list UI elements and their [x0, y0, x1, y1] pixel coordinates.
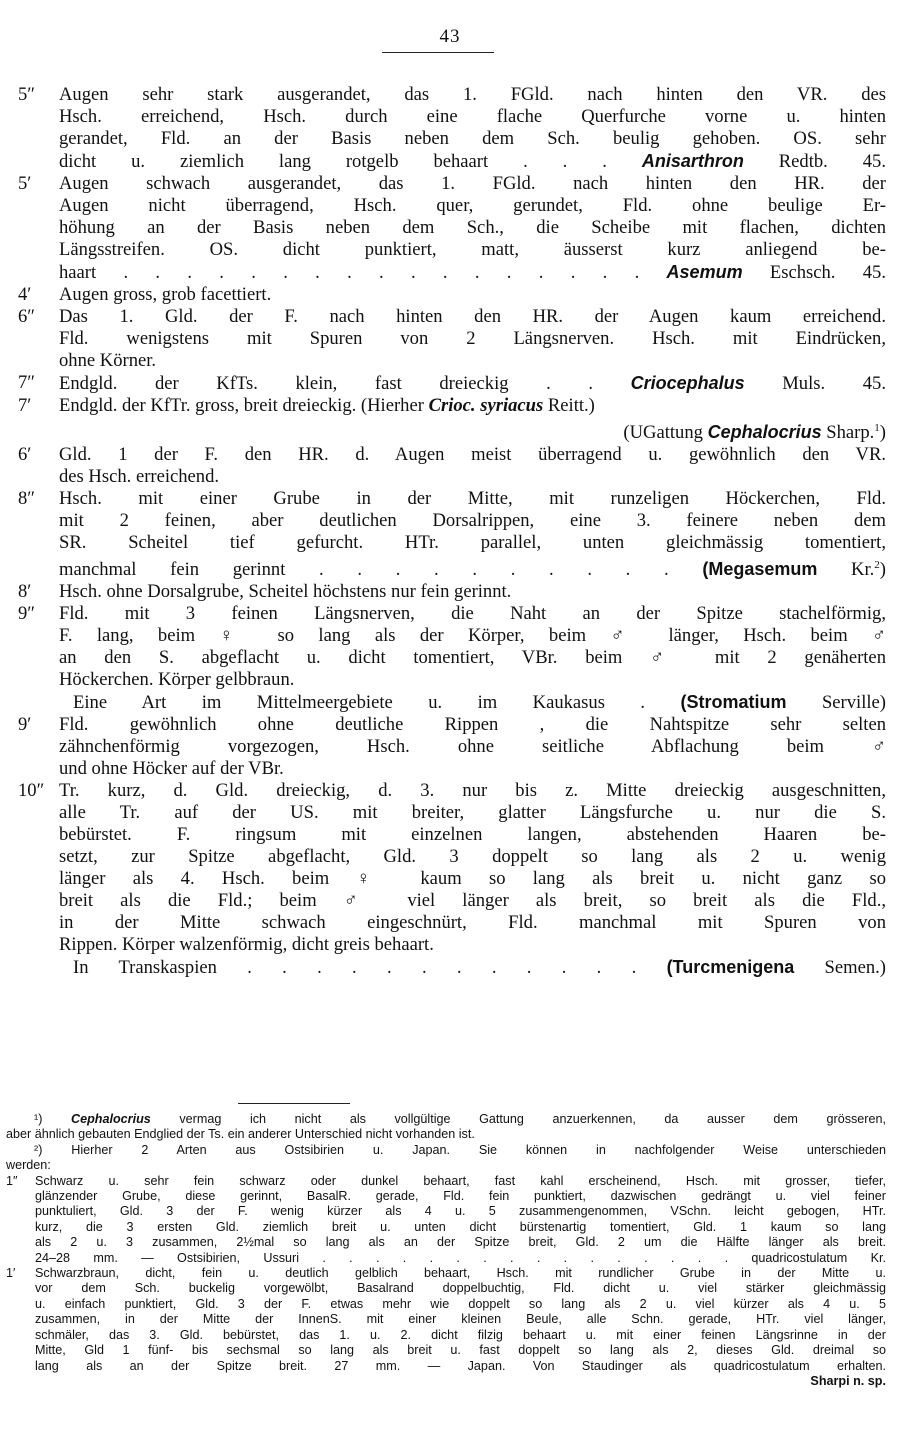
- footnote-line: lang als an der Spitze breit. 27 mm. — Japan. Von Staudinger als quadricostulatum erhalten.: [35, 1358, 886, 1373]
- text-line: gerandet, Fld. an der Basis neben dem Sch. beulig gehoben. OS. sehr: [59, 128, 886, 149]
- text-line: höhung an der Basis neben dem Sch., die Scheibe mit flachen, dichten: [59, 217, 886, 238]
- text-line: Rippen. Körper walzenförmig, dicht greis behaart.: [59, 934, 434, 955]
- footnote-line: als 2 u. 3 zusammen, 2½mal so lang als an der Spitze breit, Gld. 2 um die Hälfte länger als breit.: [35, 1235, 886, 1250]
- text-line: [59, 261, 886, 284]
- footnote-line: Schwarz u. sehr fein schwarz oder dunkel behaart, fast kahl erscheinend, Hsch. mit grosser, tiefer,: [35, 1173, 886, 1188]
- text-line: [59, 417, 886, 444]
- genus-name: Anisarthron: [641, 151, 744, 171]
- footnote-line: [6, 1112, 886, 1127]
- couplet-number: 10″: [18, 780, 45, 801]
- couplet-number: 5″: [18, 84, 36, 105]
- text-line: Fld. gewöhnlich ohne deutliche Rippen , die Nahtspitze sehr selten: [59, 714, 886, 735]
- footnote-line: u. einfach punktiert, Gld. 3 der F. etwas mehr wie doppelt so lang als 2 u. viel kürzer als 4 u. 5: [35, 1296, 886, 1311]
- author: Serville): [786, 692, 886, 713]
- footnote-line: Mitte, Gld 1 fünf- bis sechsmal so lang als breit u. fast doppelt so lang als 2, dieses Gld. dreimal so: [35, 1343, 886, 1358]
- text-line: Längsstreifen. OS. dicht punktiert, matt, äusserst kurz anliegend be-: [59, 239, 886, 260]
- couplet-number: 5′: [18, 173, 32, 194]
- couplet-number: 4′: [18, 284, 32, 305]
- genus-name: Cephalocrius: [70, 1112, 151, 1126]
- text-line: [59, 150, 886, 173]
- couplet-number: 8″: [18, 488, 36, 509]
- author: Eschsch. 45.: [742, 262, 886, 283]
- genus-name: Asemum: [666, 262, 743, 282]
- footnote-key-1a: [6, 1174, 886, 1266]
- key-text: [18, 84, 886, 979]
- text-line: Fld. wenigstens mit Spuren von 2 Längsnerven. Hsch. mit Eindrücken,: [59, 328, 886, 349]
- text-line: Hsch. mit einer Grube in der Mitte, mit runzeligen Höckerchen, Fld.: [59, 488, 886, 509]
- text-run: (UGattung: [623, 422, 708, 443]
- footnote-line: schmäler, das 3. Gld. bebürstet, das 1. u. 2. dicht filzig behaart u. mit einer feinen Längsrinne in der: [35, 1327, 886, 1342]
- text-line: Hsch. ohne Dorsalgrube, Scheitel höchstens nur fein gerinnt.: [59, 581, 512, 602]
- text-line: SR. Scheitel tief gefurcht. HTr. parallel, unten gleichmässig tomentiert,: [59, 532, 886, 553]
- footnote-1: [6, 1112, 886, 1143]
- text-run: Endgld. der KfTs. klein, fast dreieckig . .: [59, 373, 631, 394]
- text-line: breit als die Fld.; beim ♂ viel länger als breit, so breit als die Fld.,: [59, 890, 886, 911]
- couplet-4b: [18, 284, 886, 306]
- couplet-10a: [18, 780, 886, 979]
- author: Redtb. 45.: [743, 151, 887, 172]
- couplet-6b: [18, 444, 886, 488]
- couplet-6a: [18, 306, 886, 372]
- text-line: mit 2 feinen, aber deutlichen Dorsalrippen, eine 3. feinere neben dem: [59, 510, 886, 531]
- text-line: Augen schwach ausgerandet, das 1. FGld. nach hinten den HR. der: [59, 173, 886, 194]
- text-line: [59, 395, 886, 417]
- text-line: [59, 956, 886, 979]
- text-run: ): [879, 559, 886, 580]
- text-run: Endgld. der KfTr. gross, breit dreieckig. (Hierher: [59, 395, 429, 416]
- text-run: In Transkaspien . . . . . . . . . . . .: [73, 957, 667, 978]
- text-line: Augen nicht überragend, Hsch. quer, gerundet, Fld. ohne beulige Er-: [59, 195, 886, 216]
- footnote-line: Schwarzbraun, dicht, fein u. deutlich gelblich behaart, Hsch. mit rundlicher Grube in der Mitte u.: [35, 1266, 886, 1281]
- couplet-8b: [18, 581, 886, 603]
- author: Semen.): [794, 957, 886, 978]
- species-name: Sharpi n. sp.: [810, 1373, 886, 1388]
- text-line: [59, 691, 886, 714]
- couplet-number: 6″: [18, 306, 36, 327]
- text-line: an den S. abgeflacht u. dicht tomentiert, VBr. beim ♂ mit 2 genäherten: [59, 647, 886, 668]
- text-line: Augen sehr stark ausgerandet, das 1. FGld. nach hinten den VR. des: [59, 84, 886, 105]
- couplet-number: 9″: [18, 603, 36, 624]
- text-run: haart . . . . . . . . . . . . . . . . .: [59, 262, 667, 283]
- header-rule: [382, 52, 494, 53]
- couplet-5b: [18, 173, 886, 284]
- footnote-line: werden:: [6, 1158, 51, 1173]
- footnote-line: [6, 1143, 886, 1158]
- text-line: zähnchenförmig vorgezogen, Hsch. ohne seitliche Abflachung beim ♂: [59, 736, 886, 757]
- text-line: Höckerchen. Körper gelbbraun.: [59, 669, 295, 690]
- author: Kr.: [817, 559, 875, 580]
- author: Reitt.): [543, 395, 595, 416]
- text-line: setzt, zur Spitze abgeflacht, Gld. 3 doppelt so lang als 2 u. wenig: [59, 846, 886, 867]
- text-run: dicht u. ziemlich lang rotgelb behaart . . .: [59, 151, 642, 172]
- footnotes: [6, 1112, 886, 1389]
- couplet-number: 1″: [6, 1173, 18, 1188]
- footnote-line: glänzender Grube, diese gerinnt, BasalR. gerade, Fld. fein punktiert, dazwischen gedrängt u. viel feiner: [35, 1189, 886, 1204]
- genus-name: (Stromatium: [680, 692, 787, 712]
- text-line: Gld. 1 der F. den HR. d. Augen meist überragend u. gewöhnlich den VR.: [59, 444, 886, 465]
- genus-name: (Turcmenigena: [666, 957, 795, 977]
- couplet-number: 9′: [18, 714, 32, 735]
- footnote-line: kurz, die 3 ersten Gld. ziemlich breit u. unten dicht bürstenartig tomentiert, Gld. 1 kaum so lang: [35, 1219, 886, 1234]
- couplet-8a: [18, 488, 886, 581]
- text-line: Hsch. erreichend, Hsch. durch eine flache Querfurche vorne u. hinten: [59, 106, 886, 127]
- footnote-2: [6, 1143, 886, 1174]
- text-line: und ohne Höcker auf der VBr.: [59, 758, 284, 779]
- text-line: Tr. kurz, d. Gld. dreieckig, d. 3. nur bis z. Mitte dreieckig ausgeschnitten,: [59, 780, 886, 801]
- text-line: alle Tr. auf der US. mit breiter, glatter Längsfurche u. nur die S.: [59, 802, 886, 823]
- text-line: Das 1. Gld. der F. nach hinten den HR. der Augen kaum erreichend.: [59, 306, 886, 327]
- author: Sharp.: [821, 422, 875, 443]
- footnote-rule: [238, 1103, 350, 1104]
- text-run: manchmal fein gerinnt . . . . . . . . . .: [59, 559, 703, 580]
- couplet-number: 8′: [18, 581, 32, 602]
- genus-name: (Megasemum: [702, 559, 818, 579]
- footnote-line: vor dem Sch. buckelig vorgewölbt, Basalrand doppelbuchtig, Fld. dicht u. viel stärker gleichmässig: [35, 1281, 886, 1296]
- footnote-marker: ²): [34, 1142, 43, 1157]
- page-number: 43: [439, 26, 461, 47]
- species-name: Crioc. syriacus: [428, 395, 544, 416]
- footnote-ref: 2: [874, 559, 880, 571]
- footnote-key-1b: [6, 1266, 886, 1389]
- text-line: [59, 372, 886, 395]
- text-line: des Hsch. erreichend.: [59, 466, 220, 487]
- footnote-line: punktuliert, Gld. 3 der F. wenig kürzer als 4 u. 5 zusammengenommen, VSchn. leicht gebogen, HTr.: [35, 1204, 886, 1219]
- couplet-number: 7″: [18, 372, 36, 393]
- text-line: [59, 554, 886, 581]
- author: Muls. 45.: [744, 373, 887, 394]
- couplet-5a: [18, 84, 886, 173]
- text-run: Eine Art im Mittelmeergebiete u. im Kaukasus .: [73, 692, 681, 713]
- footnote-ref: 1: [874, 422, 880, 434]
- text-line: Fld. mit 3 feinen Längsnerven, die Naht an der Spitze stachelförmig,: [59, 603, 886, 624]
- text-run: vermag ich nicht als vollgültige Gattung anzuerkennen, da ausser dem grösseren,: [150, 1112, 886, 1126]
- couplet-9b: [18, 714, 886, 780]
- text-run: ): [879, 422, 886, 443]
- footnote-line: 24–28 mm. — Ostsibirien, Ussuri . . . . . . . . . . . . . . . . quadricostulatum Kr.: [35, 1250, 886, 1265]
- text-line: in der Mitte schwach eingeschnürt, Fld. manchmal mit Spuren von: [59, 912, 886, 933]
- couplet-7a: [18, 372, 886, 395]
- footnote-line: aber ähnlich gebauten Endglied der Ts. ein anderer Unterschied nicht vorhanden ist.: [6, 1127, 475, 1142]
- text-line: Augen gross, grob facettiert.: [59, 284, 272, 305]
- genus-name: Criocephalus: [630, 373, 745, 393]
- genus-name: Cephalocrius: [707, 422, 822, 442]
- text-line: länger als 4. Hsch. beim ♀ kaum so lang als breit u. nicht ganz so: [59, 868, 886, 889]
- couplet-9a: [18, 603, 886, 714]
- couplet-number: 1′: [6, 1266, 16, 1281]
- couplet-7b: [18, 395, 886, 444]
- text-run: Hierher 2 Arten aus Ostsibirien u. Japan. Sie können in nachfolgender Weise unterschieden: [71, 1142, 887, 1157]
- couplet-number: 6′: [18, 444, 32, 465]
- footnote-marker: ¹): [34, 1112, 43, 1126]
- couplet-number: 7′: [18, 395, 32, 416]
- text-line: ohne Körner.: [59, 350, 157, 371]
- text-line: bebürstet. F. ringsum mit einzelnen langen, abstehenden Haaren be-: [59, 824, 886, 845]
- text-line: F. lang, beim ♀ so lang als der Körper, beim ♂ länger, Hsch. beim ♂: [59, 625, 886, 646]
- footnote-line: zusammen, in der Mitte der InnenS. mit einer kleinen Beule, alle Schn. gerade, HTr. viel länger,: [35, 1312, 886, 1327]
